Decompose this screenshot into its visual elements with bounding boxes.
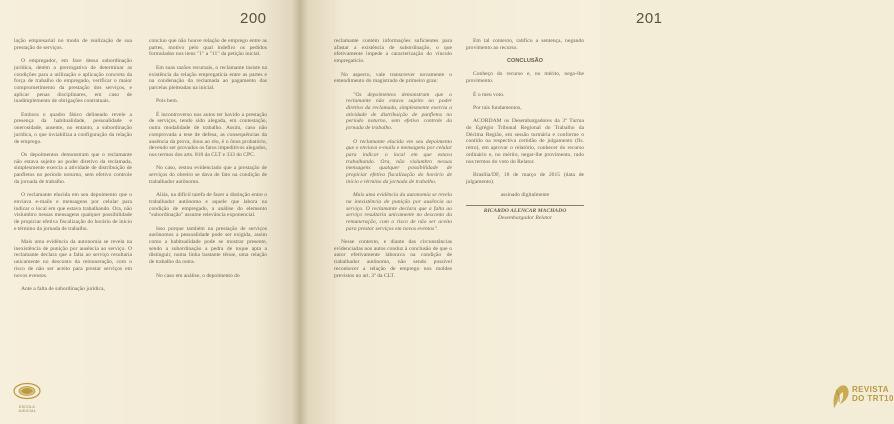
body-paragraph: Brasília/DF, 18 de março de 2015 (data de julgamento). [466,171,584,185]
body-paragraph: Isso porque também na prestação de serviços autônomos a pessoalidade pode ser exigida, assim como a habitualidade pode se mostrar presente, sendo a subordinação a pedra de toque apta a distinguir, numa linha bastante tênue, uma relação de trabalho da outra. [149,225,267,266]
text-column-2 [149,38,267,286]
left-page [0,0,300,424]
body-paragraph: Por tais fundamentos, [473,104,522,111]
body-paragraph: Os depoimentos demonstram que o reclamante não estava sujeito ao poder diretivo da reclamada, simplesmente exercia a atividade de distribuição de panfletos no período noturno, sem efetivo controle da jornada de trabalho. [14,151,132,185]
body-paragraph: No caso, restou evidenciado que a prestação de serviços do obreiro se dava de fato na condição de trabalhador autônomo. [149,165,267,185]
revista-trt10-logo [830,380,894,416]
revista-title-line2: DO TRT10 [852,393,894,403]
book-gutter-shadow [292,0,308,424]
body-paragraph: Aliás, na difícil tarefa de fazer a distinção entre o trabalhador autônomo e aquele que labora na condição de empregado, a análise do elemento "subordinação" assume relevância exponencial. [149,192,267,219]
revista-emblem-icon [830,382,852,412]
text-column-4 [466,38,584,229]
quoted-paragraph: O reclamante elucida em seu depoimento que o enviava e-mails e mensagens por celular para indicar o local em que estava trabalhando. Ora, não vislumbro nessas mensagens qualquer possibilidade de propiciar efetiva fiscalização do horário de início e término da jornada de trabalho. [346,138,452,185]
text-column-3 [334,38,452,286]
body-paragraph: Embora o quadro fático delineado revele a presença da habitualidade, pessoalidade e onerosidade, ausente, no entanto, a subordinação jurídica, o que inviabiliza a configuração da relação de emprego. [14,111,132,145]
body-paragraph: Ante a falta de subordinação jurídica, [21,285,105,292]
page-number-left: 200 [240,10,267,27]
body-paragraph: Pois bem. [156,98,179,105]
body-paragraph: lação empresarial no modo de realização de sua prestação de serviços. [14,38,132,51]
signature-name: RICARDO ALENCAR MACHADO [466,205,584,215]
body-paragraph: No aspecto, vale transcrever novamente o entendimento do magistrado de primeiro grau: [334,71,452,85]
body-paragraph: concluo que não houve relação de emprego entre as partes, motivo pelo qual indefiro os pedidos formulados nos itens "1" a "11" da petição inicial. [149,38,267,58]
body-paragraph: O empregador, em face dessa subordinação jurídica, detém a prerrogativa de determinar as condições para a utilização e aplicação concreta da força de trabalho do empregado, verificar o maior comprometimento da prestação dos serviços, e aplicar penas disciplinares, em caso de inadimplemento de obrigações contratuais. [14,58,132,105]
revista-title [852,386,894,403]
body-paragraph: Em suas razões recursais, o reclamante insiste na existência da relação empregatícia entre as partes e na condenação da reclamada ao pagamento das parcelas pleiteadas na inicial. [149,64,267,91]
body-paragraph: Nesse contexto, e diante das circunstâncias evidenciadas nos autos conduz à conclusão de que o autor efetivamente laborava na condição de trabalhador autônomo, não sendo possível reconhecer a relação de emprego nos moldes previstos no art. 3º da CLT. [334,239,452,279]
body-paragraph: Em tal contexto, ratifico a sentença, negando provimento ao recurso. [466,38,584,51]
quoted-paragraph: "Os depoimentos demonstram que o reclamante não estava sujeito ao poder diretivo da reclamada, simplesmente exercia a atividade de distribuição de panfletos no período noturno, sem efetivo controle da jornada de trabalho. [346,91,452,132]
escola-judicial-caption: ESCOLA JUDICIAL [18,405,36,413]
section-heading: CONCLUSÃO [506,58,544,65]
body-paragraph: assinado digitalmente [500,192,550,199]
body-paragraph: Mais uma evidência da autonomia se revela na inexistência de punição por ausência ao serviço. O reclamante declara que a falta ao serviço resultaria unicamente no desconto da remuneração, com o risco de não ser aceito para prestar serviços em novos eventos. [14,239,132,279]
body-paragraph: É o meu voto. [473,91,505,98]
body-paragraph: No caso em análise, o depoimento do [156,272,240,279]
escola-judicial-logo [10,382,44,413]
revista-title-line1: REVISTA [852,385,889,394]
body-paragraph: ACORDAM os Desembargadores da 3ª Turma do Egrégio Tribunal Regional do Trabalho da Décima Região, em sessão turmária e conforme o contido na respectiva certidão de julgamento (fls. retro), em aprovar o relatório, conhecer do recurso ordinário e, no mérito, negar-lhe provimento, tudo nos termos do voto do Relator. [466,118,584,165]
escola-judicial-emblem-icon [12,382,42,400]
right-page [300,0,894,424]
text-column-1 [14,38,132,299]
body-paragraph: É incontroverso nos autos ter havido a prestação de serviços, tendo sido alegada, em contestação, outra modalidade de trabalho. Assim, caso não comprovada a tese de defesa, as consequências da ausência da prova, ônus ao réu, é o ônus probatório, devendo ser provados os fatos impeditivos alegados, nos termos dos arts. 818 da CLT e 333 do CPC. [149,111,267,158]
body-paragraph: Conheço do recurso e, no mérito, nego-lhe provimento. [466,71,584,85]
body-paragraph: O reclamante elucida em seu depoimento que o enviava e-mails e mensagens por celular para indicar o local em que estava trabalhando. Ora, não vislumbro nessas mensagens qualquer possibilidade de propiciar efetiva fiscalização do horário de início e término da jornada de trabalho. [14,192,132,232]
signature-role: Desembargador Relator [497,215,553,222]
quoted-paragraph: Mais uma evidência da autonomia se revela na inexistência de punição por ausência ao serviço. O reclamante declara que a falta ao serviço resultaria unicamente no desconto da remuneração, com o risco de não ser aceito para prestar serviços em novos eventos". [346,192,452,232]
page-number-right: 201 [636,10,663,27]
body-paragraph: reclamante contém informações suficientes para afastar a existência de subordinação, o que efetivamente impede a caracterização do vínculo empregatício. [334,38,452,65]
